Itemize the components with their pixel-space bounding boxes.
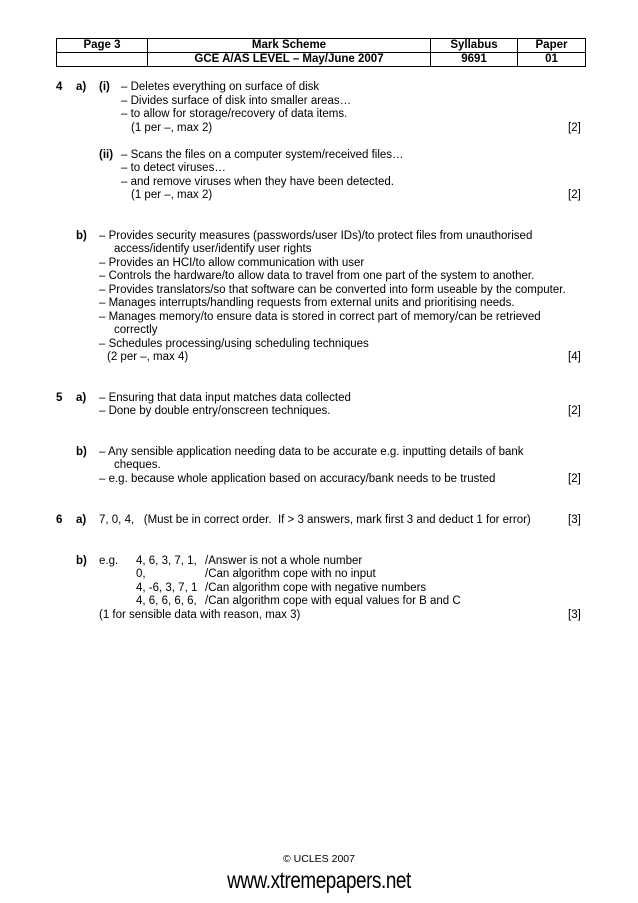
q6b-reason-1: /Answer is not a whole number <box>205 555 363 567</box>
q4b-line-3: – Provides an HCI/to allow communication with user <box>99 257 365 269</box>
q4a-label: a) <box>76 81 87 93</box>
q5b-line-1: – Any sensible application needing data to be accurate e.g. inputting details of bank <box>99 446 524 458</box>
q4ai-line-4: (1 per –, max 2) <box>131 122 213 134</box>
header-paper-label: Paper <box>518 39 586 53</box>
q6a-label: a) <box>76 514 87 526</box>
q6b-eg: e.g. <box>99 555 119 567</box>
q6b-data-3: 4, -6, 3, 7, 1 <box>136 582 198 594</box>
q6b-reason-2: /Can algorithm cope with no input <box>205 568 376 580</box>
q6b-reason-4: /Can algorithm cope with equal values for B and C <box>205 595 461 607</box>
q4b-line-7: – Manages memory/to ensure data is stored in correct part of memory/can be retrieved <box>99 311 541 323</box>
q5a-line-2: – Done by double entry/onscreen techniques. <box>99 405 331 417</box>
q4ai-line-2: – Divides surface of disk into smaller areas… <box>121 95 352 107</box>
q5b-line-2: cheques. <box>114 459 161 471</box>
q6a-mark: [3] <box>568 514 581 526</box>
header-doc-type: Mark Scheme <box>148 39 431 53</box>
q6b-data-1: 4, 6, 3, 7, 1, <box>136 555 197 567</box>
q5a-mark: [2] <box>568 405 581 417</box>
q6b-data-2: 0, <box>136 568 146 580</box>
q4aii-line-3: – and remove viruses when they have been detected. <box>121 176 394 188</box>
q4b-line-10: (2 per –, max 4) <box>107 351 189 363</box>
q4aii-mark: [2] <box>568 189 581 201</box>
q6b-data-4: 4, 6, 6, 6, 6, <box>136 595 197 607</box>
q6a-text: 7, 0, 4, (Must be in correct order. If > 3 answers, mark first 3 and deduct 1 for error) <box>99 514 531 526</box>
q4b-label: b) <box>76 230 87 242</box>
q4b-line-8: correctly <box>114 324 158 336</box>
q5a-line-1: – Ensuring that data input matches data collected <box>99 392 351 404</box>
q4aii-label: (ii) <box>99 149 114 161</box>
q6b-reason-3: /Can algorithm cope with negative numbers <box>205 582 427 594</box>
header-blank <box>57 53 148 67</box>
header-syllabus: 9691 <box>431 53 518 67</box>
q6b-mark: [3] <box>568 609 581 621</box>
q4ai-mark: [2] <box>568 122 581 134</box>
q4aii-line-1: – Scans the files on a computer system/received files… <box>121 149 404 161</box>
q5b-line-3: – e.g. because whole application based on accuracy/bank needs to be trusted <box>99 473 496 485</box>
q4aii-line-2: – to detect viruses… <box>121 162 226 174</box>
q4ai-line-1: – Deletes everything on surface of disk <box>121 81 320 93</box>
q6-number: 6 <box>56 514 63 526</box>
footer-copyright: © UCLES 2007 <box>283 853 355 865</box>
q4-number: 4 <box>56 81 63 93</box>
q4ai-label: (i) <box>99 81 110 93</box>
q4b-line-1: – Provides security measures (passwords/user IDs)/to protect files from unauthorised <box>99 230 533 242</box>
header-table <box>56 38 586 67</box>
watermark-url: www.xtremepapers.net <box>227 867 411 893</box>
q4b-line-6: – Manages interrupts/handling requests from external units and prioritising needs. <box>99 297 515 309</box>
q4b-line-4: – Controls the hardware/to allow data to travel from one part of the system to another. <box>99 270 535 282</box>
q5-number: 5 <box>56 392 63 404</box>
q4b-line-5: – Provides translators/so that software can be converted into form useable by the computer. <box>99 284 566 296</box>
q4b-line-2: access/identify user/identify user rights <box>114 243 312 255</box>
q4aii-line-4: (1 per –, max 2) <box>131 189 213 201</box>
q5b-label: b) <box>76 446 87 458</box>
q4b-line-9: – Schedules processing/using scheduling techniques <box>99 338 369 350</box>
q5a-label: a) <box>76 392 87 404</box>
q4ai-line-3: – to allow for storage/recovery of data items. <box>121 108 348 120</box>
q6b-label: b) <box>76 555 87 567</box>
header-syllabus-label: Syllabus <box>431 39 518 53</box>
q6b-note: (1 for sensible data with reason, max 3) <box>99 609 301 621</box>
header-page: Page 3 <box>57 39 148 53</box>
q5b-mark: [2] <box>568 473 581 485</box>
header-exam: GCE A/AS LEVEL – May/June 2007 <box>148 53 431 67</box>
q4b-mark: [4] <box>568 351 581 363</box>
header-paper: 01 <box>518 53 586 67</box>
